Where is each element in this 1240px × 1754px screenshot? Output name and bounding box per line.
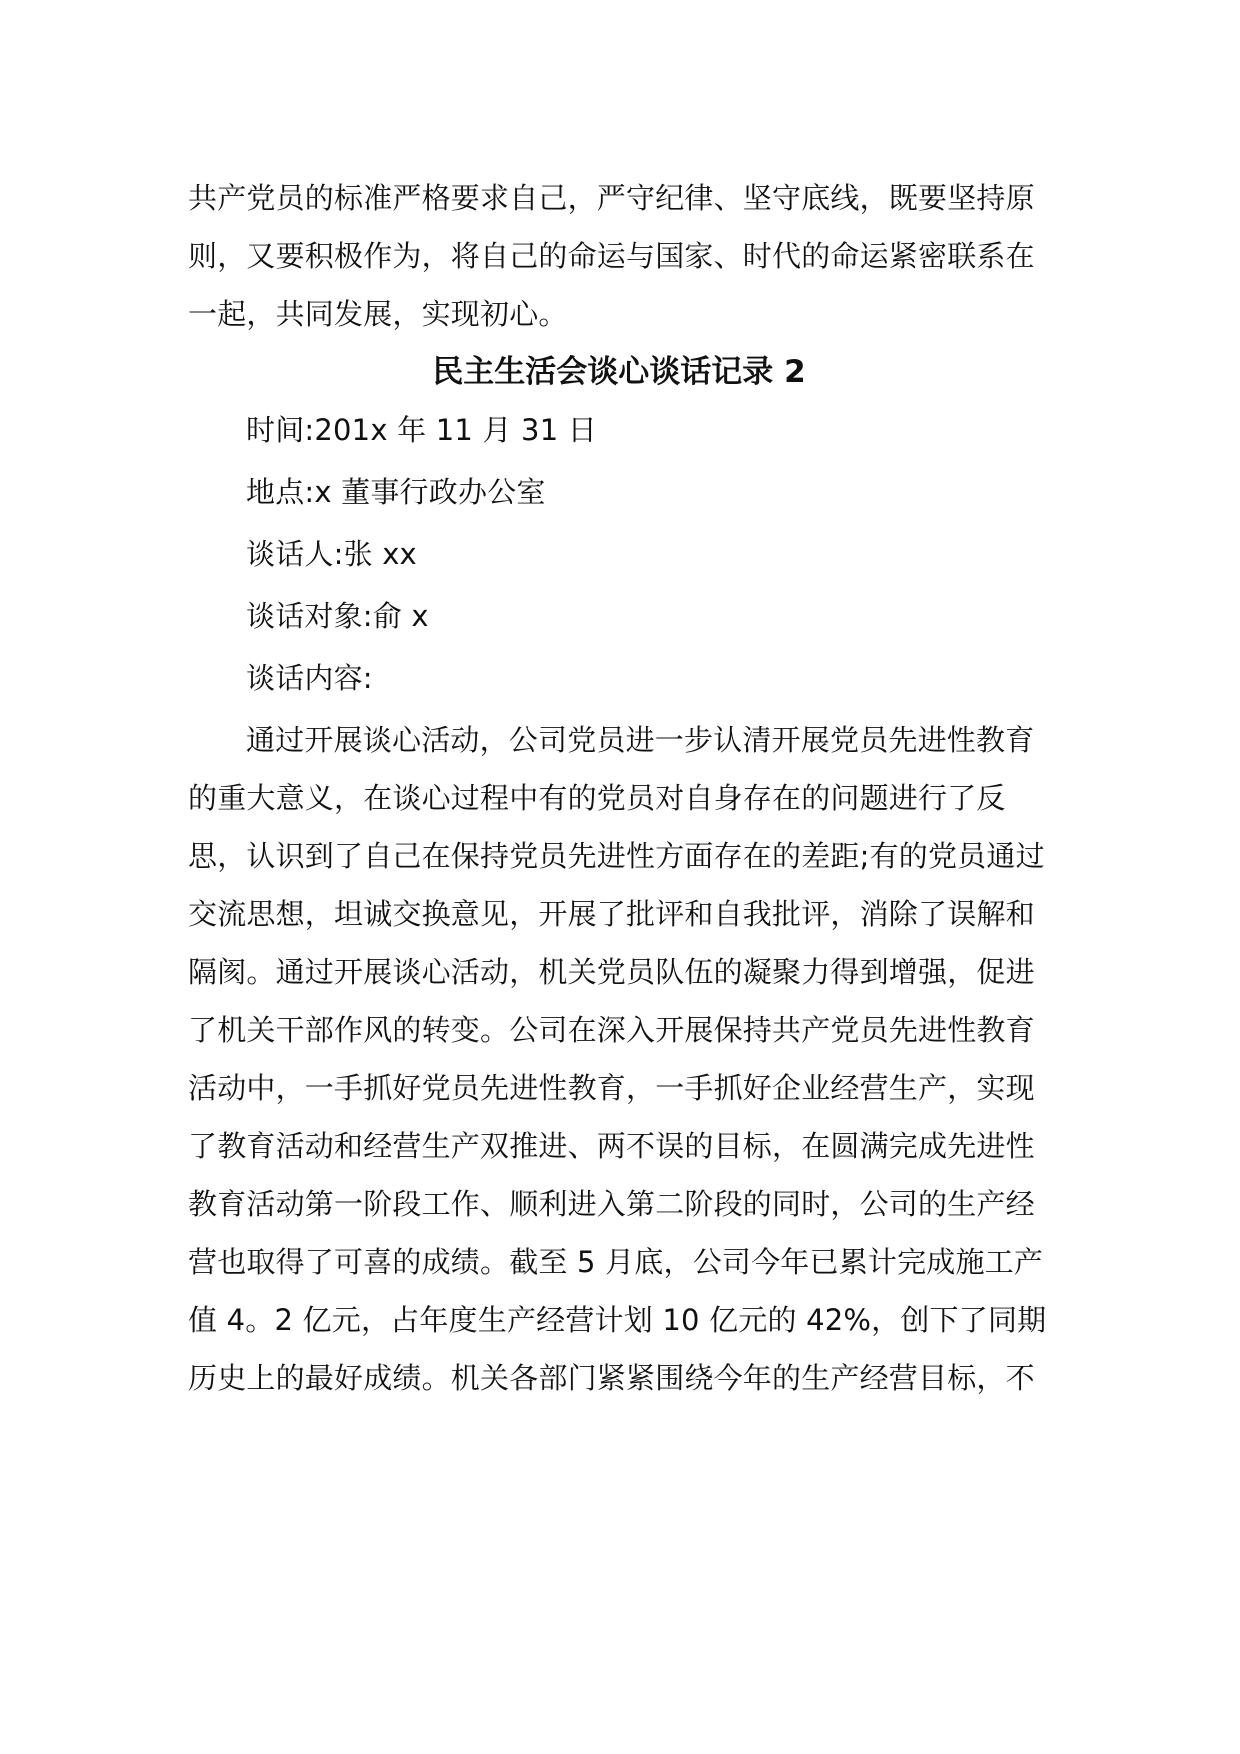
body-line: 值 4。2 亿元，占年度生产经营计划 10 亿元的 42%，创下了同期	[188, 1303, 1047, 1337]
body-line: 交流思想，坦诚交换意见，开展了批评和自我批评，消除了误解和	[188, 897, 1035, 931]
intro-line: 一起，共同发展，实现初心。	[188, 297, 568, 331]
body-line: 了机关干部作风的转变。公司在深入开展保持共产党员先进性教育	[188, 1013, 1035, 1047]
field-target: 谈话对象:俞 x	[246, 599, 429, 633]
body-line: 历史上的最好成绩。机关各部门紧紧围绕今年的生产经营目标，不	[188, 1361, 1035, 1395]
field-place: 地点:x 董事行政办公室	[246, 475, 546, 509]
intro-line: 共产党员的标准严格要求自己，严守纪律、坚守底线，既要坚持原	[188, 181, 1035, 215]
body-line: 通过开展谈心活动，公司党员进一步认清开展党员先进性教育	[246, 723, 1035, 757]
body-line: 了教育活动和经营生产双推进、两不误的目标，在圆满完成先进性	[188, 1129, 1035, 1163]
body-line: 教育活动第一阶段工作、顺利进入第二阶段的同时，公司的生产经	[188, 1187, 1035, 1221]
field-speaker: 谈话人:张 xx	[246, 537, 417, 571]
field-time: 时间:201x 年 11 月 31 日	[246, 413, 597, 447]
body-line: 活动中，一手抓好党员先进性教育，一手抓好企业经营生产，实现	[188, 1071, 1035, 1105]
body-line: 隔阂。通过开展谈心活动，机关党员队伍的凝聚力得到增强，促进	[188, 955, 1035, 989]
body-line: 思，认识到了自己在保持党员先进性方面存在的差距;有的党员通过	[188, 839, 1045, 873]
body-line: 营也取得了可喜的成绩。截至 5 月底，公司今年已累计完成施工产	[188, 1245, 1044, 1279]
field-content-label: 谈话内容:	[246, 661, 373, 695]
intro-line: 则，又要积极作为，将自己的命运与国家、时代的命运紧密联系在	[188, 239, 1035, 273]
document-title: 民主生活会谈心谈话记录 2	[432, 354, 806, 390]
body-line: 的重大意义，在谈心过程中有的党员对自身存在的问题进行了反	[188, 781, 1006, 815]
